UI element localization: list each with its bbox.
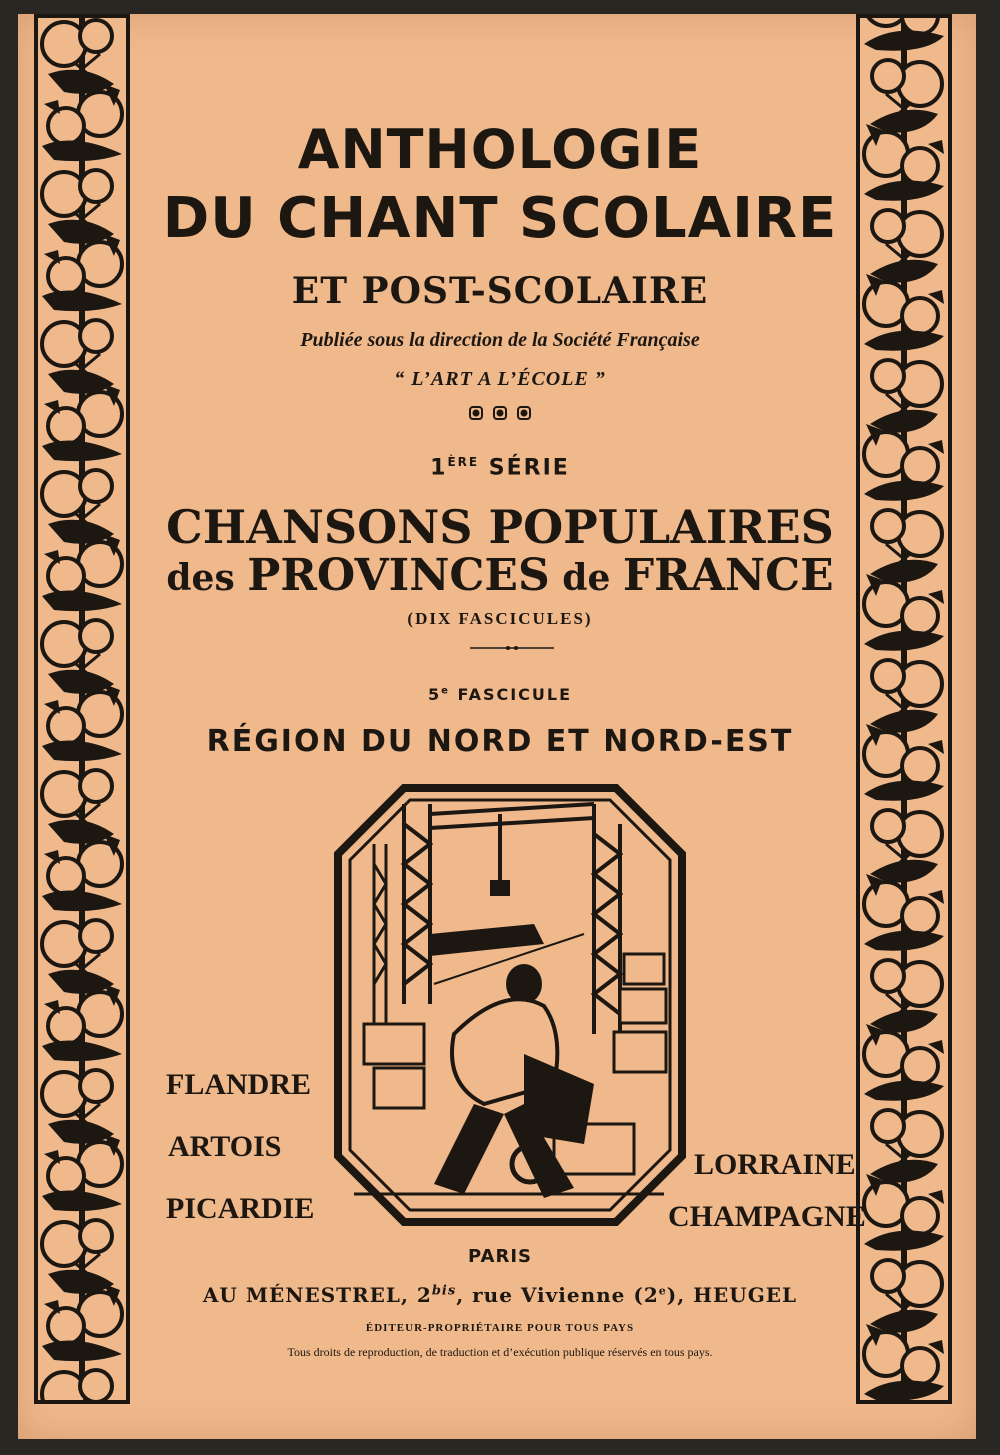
- series-label: 1ÈRE SÉRIE: [430, 455, 570, 481]
- title-line-2: DU CHANT SCOLAIRE: [162, 186, 838, 251]
- title-line-3: ET POST-SCOLAIRE: [291, 270, 709, 312]
- title-line-1: ANTHOLOGIE: [297, 118, 703, 181]
- province-left-2: ARTOIS: [168, 1130, 282, 1163]
- region-title: RÉGION DU NORD ET NORD-EST: [206, 724, 794, 759]
- publisher-address: AU MÉNESTREL, $2^{bis}$, rue Vivienne (2e), HEUGEL: [202, 1283, 798, 1307]
- publisher-city: PARIS: [468, 1246, 532, 1267]
- province-right-2: CHAMPAGNE: [668, 1200, 866, 1233]
- rights-note: Tous droits de reproduction, de traduction et d’exécution publique réservés en tous pays.: [287, 1345, 713, 1359]
- collection-title-line-1: CHANSONS POPULAIRES: [166, 500, 834, 554]
- published-by-text: Publiée sous la direction de la Société Française: [300, 329, 700, 351]
- province-right-1: LORRAINE: [694, 1148, 856, 1181]
- triple-ornament-icon: [468, 404, 532, 422]
- editor-note: ÉDITEUR-PROPRIÉTAIRE POUR TOUS PAYS: [365, 1322, 635, 1334]
- divider-rule-icon: [470, 642, 554, 654]
- province-left-1: FLANDRE: [166, 1068, 312, 1101]
- dock-worker-illustration: [334, 784, 686, 1226]
- society-name: “ L’ART A L’ÉCOLE ”: [394, 368, 606, 390]
- fascicle-count: (DIX FASCICULES): [407, 609, 593, 628]
- collection-title-line-2: des PROVINCES de FRANCE: [166, 550, 834, 601]
- province-left-3: PICARDIE: [166, 1192, 315, 1225]
- fascicle-label: 5e FASCICULE: [427, 685, 573, 704]
